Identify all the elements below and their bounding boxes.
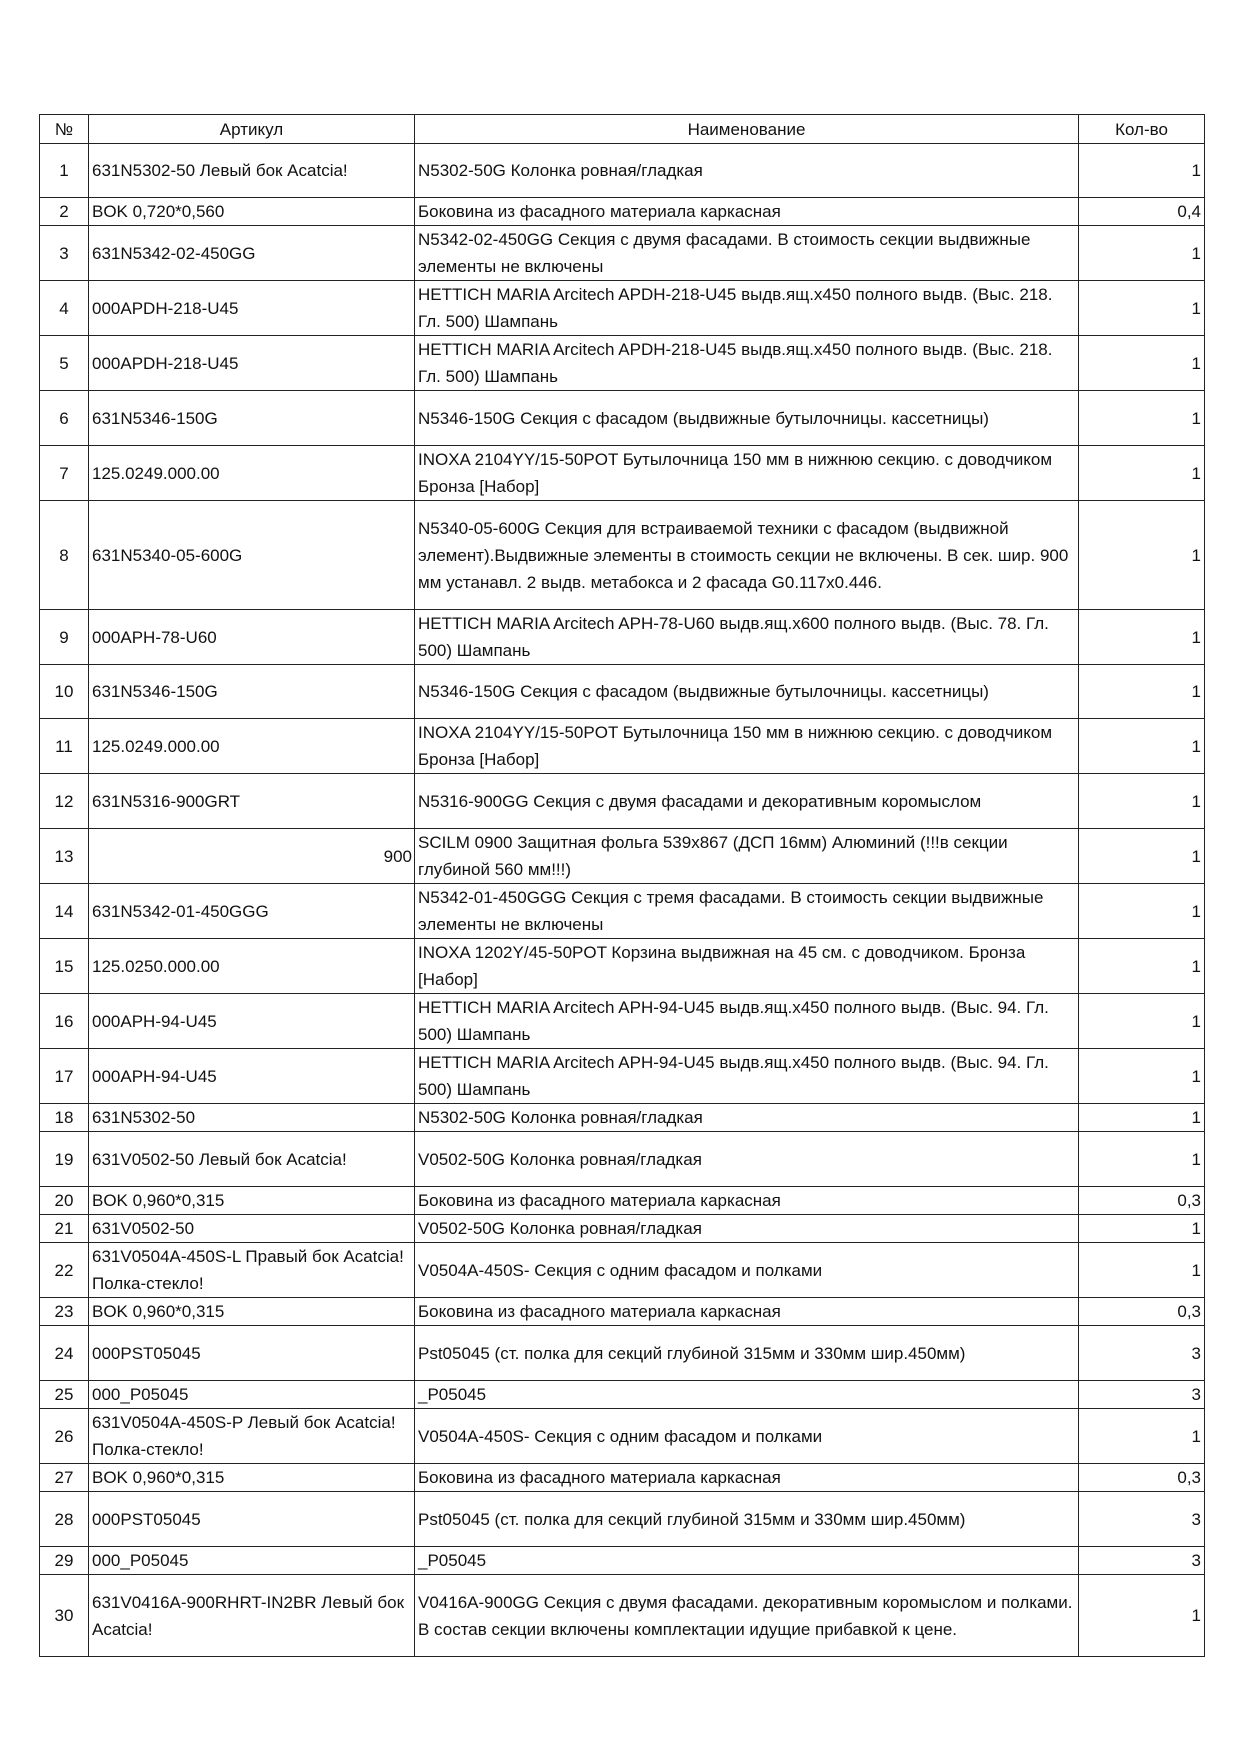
row-number-cell: 5 <box>40 336 89 391</box>
article-cell: 631N5342-01-450GGG <box>89 884 415 939</box>
row-number-cell: 12 <box>40 774 89 829</box>
name-cell: Pst05045 (ст. полка для секций глубиной 315мм и 330мм шир.450мм) <box>415 1326 1079 1381</box>
table-row <box>40 1104 1205 1132</box>
row-number-cell: 18 <box>40 1104 89 1132</box>
article-cell: 000APH-94-U45 <box>89 994 415 1049</box>
row-number-cell: 13 <box>40 829 89 884</box>
article-cell: BOK 0,720*0,560 <box>89 198 415 226</box>
quantity-cell: 3 <box>1079 1381 1205 1409</box>
name-cell: N5342-02-450GG Секция с двумя фасадами. В стоимость секции выдвижные элементы не включены <box>415 226 1079 281</box>
article-cell: 900 <box>89 829 415 884</box>
specification-table <box>39 114 1205 1657</box>
row-number-cell: 28 <box>40 1492 89 1547</box>
article-cell: 000PST05045 <box>89 1326 415 1381</box>
article-cell: 125.0250.000.00 <box>89 939 415 994</box>
row-number-cell: 19 <box>40 1132 89 1187</box>
table-row <box>40 1492 1205 1547</box>
name-cell: INOXA 2104YY/15-50POT Бутылочница 150 мм в нижнюю секцию. с доводчиком Бронза [Набор] <box>415 446 1079 501</box>
quantity-cell: 1 <box>1079 1049 1205 1104</box>
table-row <box>40 829 1205 884</box>
quantity-cell: 1 <box>1079 1132 1205 1187</box>
name-cell: INOXA 2104YY/15-50POT Бутылочница 150 мм в нижнюю секцию. с доводчиком Бронза [Набор] <box>415 719 1079 774</box>
row-number-cell: 11 <box>40 719 89 774</box>
table-row <box>40 939 1205 994</box>
table-row <box>40 994 1205 1049</box>
name-cell: Боковина из фасадного материала каркасная <box>415 1187 1079 1215</box>
quantity-cell: 0,4 <box>1079 198 1205 226</box>
table-row <box>40 665 1205 719</box>
quantity-cell: 0,3 <box>1079 1464 1205 1492</box>
name-cell: HETTICH MARIA Arcitech APDH-218-U45 выдв.ящ.x450 полного выдв. (Выс. 218. Гл. 500) Шампань <box>415 336 1079 391</box>
row-number-cell: 7 <box>40 446 89 501</box>
table-row <box>40 719 1205 774</box>
table-row <box>40 1464 1205 1492</box>
article-cell: 000_P05045 <box>89 1381 415 1409</box>
name-cell: N5342-01-450GGG Секция с тремя фасадами. В стоимость секции выдвижные элементы не включены <box>415 884 1079 939</box>
name-cell: Боковина из фасадного материала каркасная <box>415 198 1079 226</box>
quantity-cell: 1 <box>1079 446 1205 501</box>
quantity-cell: 1 <box>1079 610 1205 665</box>
quantity-cell: 0,3 <box>1079 1298 1205 1326</box>
quantity-cell: 1 <box>1079 665 1205 719</box>
table-row <box>40 336 1205 391</box>
row-number-cell: 27 <box>40 1464 89 1492</box>
table-row <box>40 1132 1205 1187</box>
table-row <box>40 1381 1205 1409</box>
article-cell: 000PST05045 <box>89 1492 415 1547</box>
quantity-cell: 1 <box>1079 1409 1205 1464</box>
article-cell: BOK 0,960*0,315 <box>89 1187 415 1215</box>
name-cell: V0416A-900GG Секция с двумя фасадами. декоративным коромыслом и полками. В состав секции включены комплектации идущие прибавкой к цене. <box>415 1575 1079 1657</box>
quantity-cell: 1 <box>1079 1575 1205 1657</box>
name-cell: N5302-50G Колонка ровная/гладкая <box>415 144 1079 198</box>
header-no: № <box>40 115 89 144</box>
row-number-cell: 26 <box>40 1409 89 1464</box>
row-number-cell: 6 <box>40 391 89 446</box>
row-number-cell: 14 <box>40 884 89 939</box>
quantity-cell: 1 <box>1079 226 1205 281</box>
table-row <box>40 281 1205 336</box>
article-cell: 631N5302-50 <box>89 1104 415 1132</box>
article-cell: 631N5346-150G <box>89 391 415 446</box>
table-row <box>40 1187 1205 1215</box>
quantity-cell: 1 <box>1079 1215 1205 1243</box>
quantity-cell: 1 <box>1079 336 1205 391</box>
name-cell: Pst05045 (ст. полка для секций глубиной 315мм и 330мм шир.450мм) <box>415 1492 1079 1547</box>
article-cell: 125.0249.000.00 <box>89 446 415 501</box>
article-cell: BOK 0,960*0,315 <box>89 1464 415 1492</box>
quantity-cell: 1 <box>1079 144 1205 198</box>
name-cell: V0504A-450S- Секция с одним фасадом и полками <box>415 1243 1079 1298</box>
name-cell: N5346-150G Секция с фасадом (выдвижные бутылочницы. кассетницы) <box>415 665 1079 719</box>
row-number-cell: 16 <box>40 994 89 1049</box>
table-row <box>40 391 1205 446</box>
table-row <box>40 144 1205 198</box>
row-number-cell: 4 <box>40 281 89 336</box>
table-body <box>40 144 1205 1657</box>
table-header-row <box>40 115 1205 144</box>
article-cell: 631N5340-05-600G <box>89 501 415 610</box>
header-name: Наименование <box>415 115 1079 144</box>
row-number-cell: 24 <box>40 1326 89 1381</box>
row-number-cell: 22 <box>40 1243 89 1298</box>
quantity-cell: 1 <box>1079 719 1205 774</box>
name-cell: N5302-50G Колонка ровная/гладкая <box>415 1104 1079 1132</box>
quantity-cell: 1 <box>1079 281 1205 336</box>
article-cell: 000APH-78-U60 <box>89 610 415 665</box>
article-cell: 000APH-94-U45 <box>89 1049 415 1104</box>
header-article: Артикул <box>89 115 415 144</box>
table-row <box>40 884 1205 939</box>
article-cell: 631V0504A-450S-P Левый бок Acatcia! Полка-стекло! <box>89 1409 415 1464</box>
row-number-cell: 25 <box>40 1381 89 1409</box>
quantity-cell: 1 <box>1079 884 1205 939</box>
name-cell: INOXA 1202Y/45-50POT Корзина выдвижная на 45 см. с доводчиком. Бронза [Набор] <box>415 939 1079 994</box>
quantity-cell: 3 <box>1079 1492 1205 1547</box>
article-cell: BOK 0,960*0,315 <box>89 1298 415 1326</box>
header-qty: Кол-во <box>1079 115 1205 144</box>
name-cell: _P05045 <box>415 1547 1079 1575</box>
row-number-cell: 8 <box>40 501 89 610</box>
article-cell: 125.0249.000.00 <box>89 719 415 774</box>
name-cell: N5316-900GG Секция с двумя фасадами и декоративным коромыслом <box>415 774 1079 829</box>
row-number-cell: 15 <box>40 939 89 994</box>
name-cell: V0502-50G Колонка ровная/гладкая <box>415 1132 1079 1187</box>
row-number-cell: 30 <box>40 1575 89 1657</box>
name-cell: HETTICH MARIA Arcitech APH-78-U60 выдв.ящ.x600 полного выдв. (Выс. 78. Гл. 500) Шампань <box>415 610 1079 665</box>
name-cell: V0504A-450S- Секция с одним фасадом и полками <box>415 1409 1079 1464</box>
table-row <box>40 1049 1205 1104</box>
quantity-cell: 1 <box>1079 391 1205 446</box>
quantity-cell: 1 <box>1079 829 1205 884</box>
article-cell: 631V0502-50 Левый бок Acatcia! <box>89 1132 415 1187</box>
quantity-cell: 0,3 <box>1079 1187 1205 1215</box>
name-cell: N5340-05-600G Секция для встраиваемой техники с фасадом (выдвижной элемент).Выдвижные элементы в стоимость секции не включены. В сек. шир. 900 мм устанавл. 2 выдв. метабокса и 2 фасада G0.117x0.446. <box>415 501 1079 610</box>
row-number-cell: 9 <box>40 610 89 665</box>
table-row <box>40 446 1205 501</box>
article-cell: 631N5342-02-450GG <box>89 226 415 281</box>
table-row <box>40 1215 1205 1243</box>
table-row <box>40 1547 1205 1575</box>
article-cell: 631N5346-150G <box>89 665 415 719</box>
row-number-cell: 17 <box>40 1049 89 1104</box>
table-row <box>40 1326 1205 1381</box>
row-number-cell: 3 <box>40 226 89 281</box>
name-cell: V0502-50G Колонка ровная/гладкая <box>415 1215 1079 1243</box>
table-row <box>40 226 1205 281</box>
name-cell: SCILM 0900 Защитная фольга 539x867 (ДСП 16мм) Алюминий (!!!в секции глубиной 560 мм!!!) <box>415 829 1079 884</box>
table-row <box>40 610 1205 665</box>
quantity-cell: 1 <box>1079 501 1205 610</box>
name-cell: Боковина из фасадного материала каркасная <box>415 1298 1079 1326</box>
name-cell: N5346-150G Секция с фасадом (выдвижные бутылочницы. кассетницы) <box>415 391 1079 446</box>
table-row <box>40 1298 1205 1326</box>
article-cell: 631V0502-50 <box>89 1215 415 1243</box>
article-cell: 631N5316-900GRT <box>89 774 415 829</box>
article-cell: 000APDH-218-U45 <box>89 336 415 391</box>
row-number-cell: 20 <box>40 1187 89 1215</box>
name-cell: HETTICH MARIA Arcitech APH-94-U45 выдв.ящ.x450 полного выдв. (Выс. 94. Гл. 500) Шампань <box>415 994 1079 1049</box>
quantity-cell: 3 <box>1079 1326 1205 1381</box>
article-cell: 631N5302-50 Левый бок Acatcia! <box>89 144 415 198</box>
table-row <box>40 1409 1205 1464</box>
row-number-cell: 10 <box>40 665 89 719</box>
name-cell: HETTICH MARIA Arcitech APH-94-U45 выдв.ящ.x450 полного выдв. (Выс. 94. Гл. 500) Шампань <box>415 1049 1079 1104</box>
article-cell: 000_P05045 <box>89 1547 415 1575</box>
article-cell: 000APDH-218-U45 <box>89 281 415 336</box>
quantity-cell: 1 <box>1079 774 1205 829</box>
table-row <box>40 774 1205 829</box>
row-number-cell: 1 <box>40 144 89 198</box>
quantity-cell: 1 <box>1079 1104 1205 1132</box>
row-number-cell: 23 <box>40 1298 89 1326</box>
table-row <box>40 198 1205 226</box>
row-number-cell: 2 <box>40 198 89 226</box>
row-number-cell: 29 <box>40 1547 89 1575</box>
table-row <box>40 1243 1205 1298</box>
name-cell: _P05045 <box>415 1381 1079 1409</box>
table-row <box>40 501 1205 610</box>
name-cell: HETTICH MARIA Arcitech APDH-218-U45 выдв.ящ.x450 полного выдв. (Выс. 218. Гл. 500) Шампань <box>415 281 1079 336</box>
table-row <box>40 1575 1205 1657</box>
quantity-cell: 1 <box>1079 994 1205 1049</box>
article-cell: 631V0504A-450S-L Правый бок Acatcia! Полка-стекло! <box>89 1243 415 1298</box>
row-number-cell: 21 <box>40 1215 89 1243</box>
quantity-cell: 1 <box>1079 1243 1205 1298</box>
quantity-cell: 1 <box>1079 939 1205 994</box>
quantity-cell: 3 <box>1079 1547 1205 1575</box>
name-cell: Боковина из фасадного материала каркасная <box>415 1464 1079 1492</box>
article-cell: 631V0416A-900RHRT-IN2BR Левый бок Acatcia! <box>89 1575 415 1657</box>
